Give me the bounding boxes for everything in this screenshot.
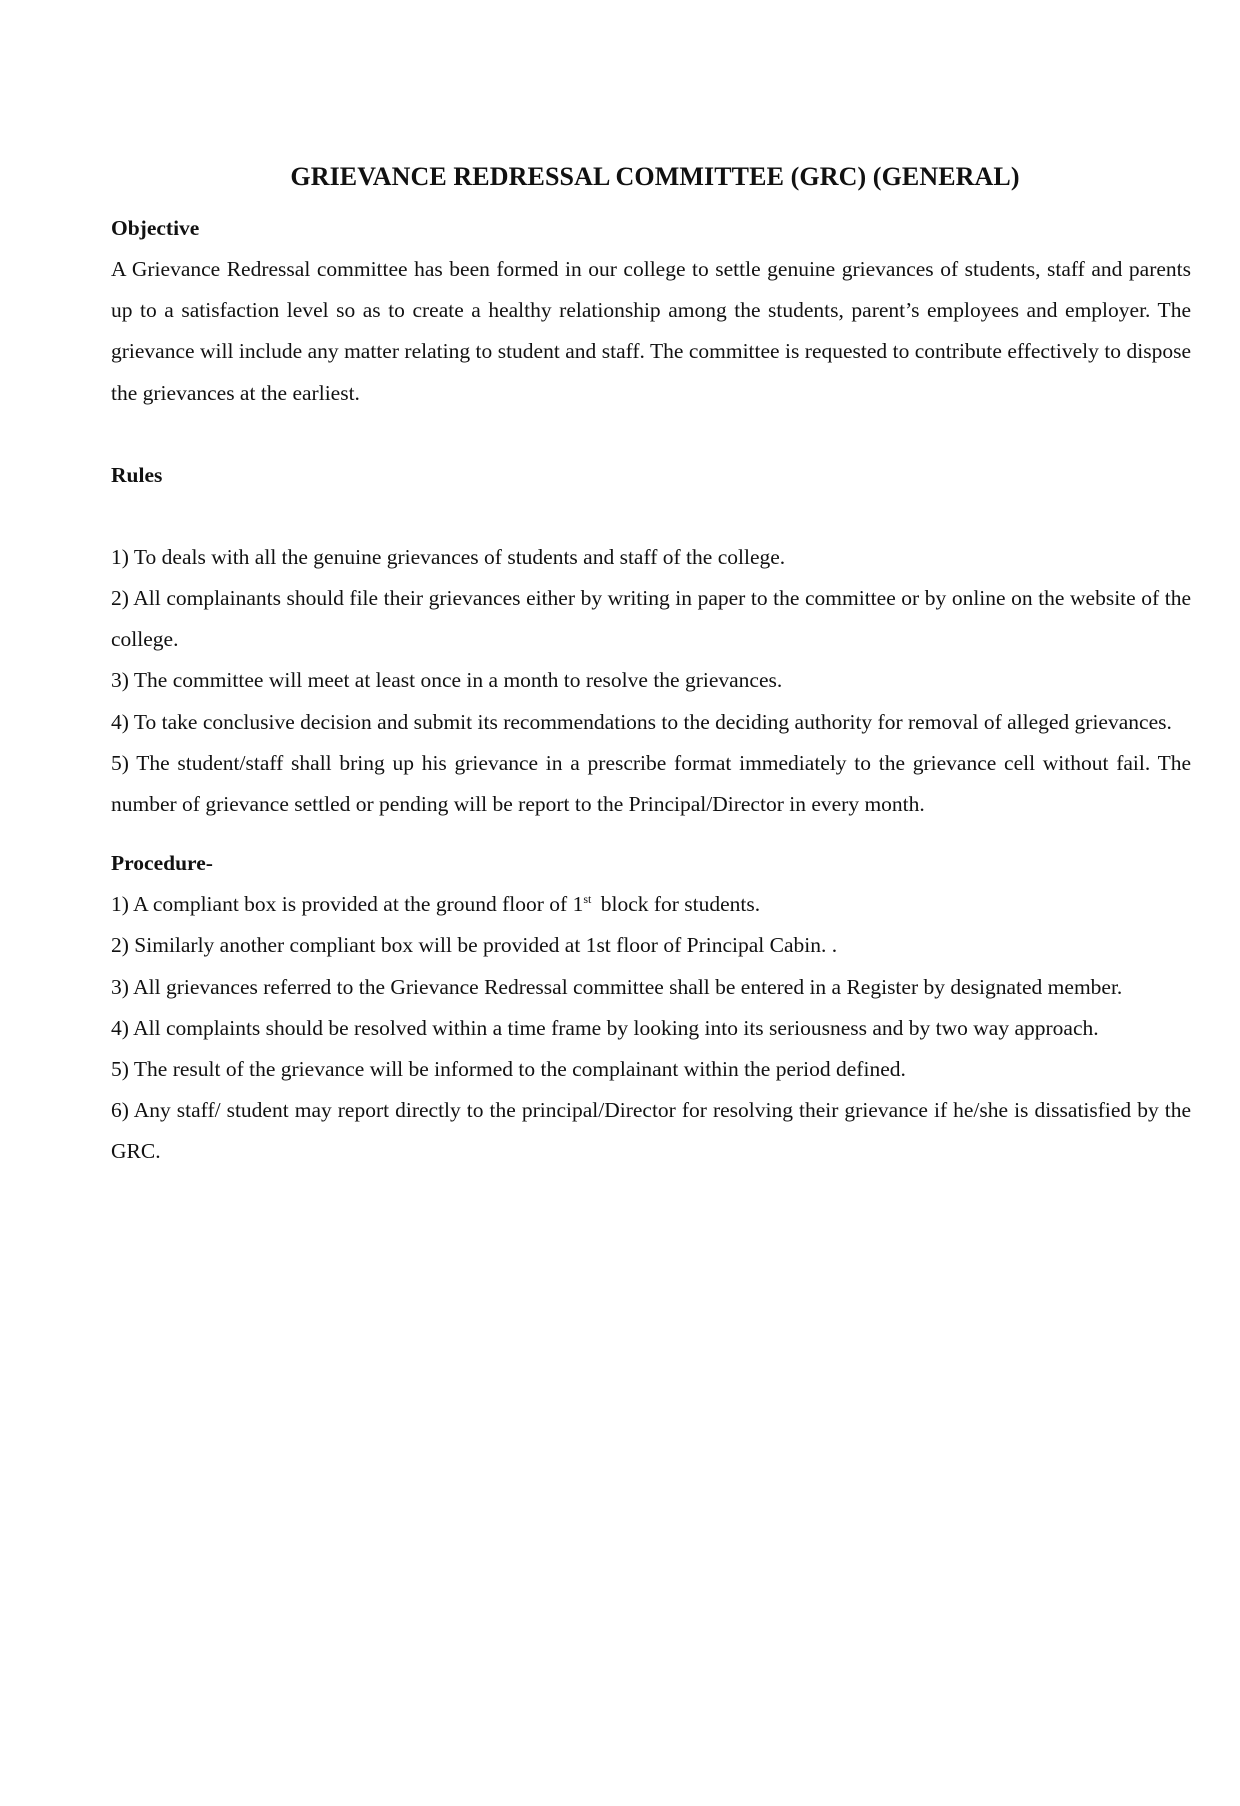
procedure-item: 5) The result of the grievance will be informed to the complainant within the period defined.: [111, 1057, 906, 1082]
rule-item: 2) All complainants should file their grievances either by writing in paper to the committee or by online on the website of the college.: [111, 586, 1191, 652]
procedure-list: [111, 884, 1191, 1172]
section-gap: [111, 414, 1191, 455]
procedure-item: 2) Similarly another compliant box will be provided at 1st floor of Principal Cabin. .: [111, 933, 838, 958]
document-title: GRIEVANCE REDRESSAL COMMITTEE (GRC) (GENERAL): [290, 162, 1020, 191]
procedure-item-text: 1) A compliant box is provided at the ground floor of 1: [111, 892, 584, 917]
document-page: [111, 160, 1191, 1173]
rule-item: 1) To deals with all the genuine grievances of students and staff of the college.: [111, 544, 786, 569]
section-gap: [111, 496, 1191, 537]
section-gap: [111, 825, 1191, 843]
rule-item: 3) The committee will meet at least once in a month to resolve the grievances.: [111, 668, 783, 693]
rule-item: 5) The student/staff shall bring up his grievance in a prescribe format immediately to the grievance cell without fail. The number of grievance settled or pending will be report to the Principal/Director in every month.: [111, 750, 1191, 817]
procedure-heading: Procedure-: [111, 851, 213, 876]
rules-list: [111, 537, 1191, 825]
procedure-item: 4) All complaints should be resolved within a time frame by looking into its seriousness and by two way approach.: [111, 1015, 1099, 1040]
objective-text: A Grievance Redressal committee has been formed in our college to settle genuine grievances of students, staff and parents up to a satisfaction level so as to create a healthy relationship among the students, parent’s employees and employer. The grievance will include any matter relating to student and staff. The committee is requested to contribute effectively to dispose the grievances at the earliest.: [111, 257, 1191, 405]
objective-heading: Objective: [111, 216, 200, 240]
procedure-item-text: block for students.: [595, 892, 761, 917]
procedure-item: 6) Any staff/ student may report directly to the principal/Director for resolving their grievance if he/she is dissatisfied by the GRC.: [111, 1098, 1191, 1164]
ordinal-suffix: st: [583, 892, 592, 907]
procedure-item: 3) All grievances referred to the Grievance Redressal committee shall be entered in a Register by designated member.: [111, 974, 1123, 999]
rule-item: 4) To take conclusive decision and submit its recommendations to the deciding authority for removal of alleged grievances.: [111, 709, 1172, 734]
rules-heading: Rules: [111, 462, 163, 487]
procedure-item: [111, 884, 1191, 925]
